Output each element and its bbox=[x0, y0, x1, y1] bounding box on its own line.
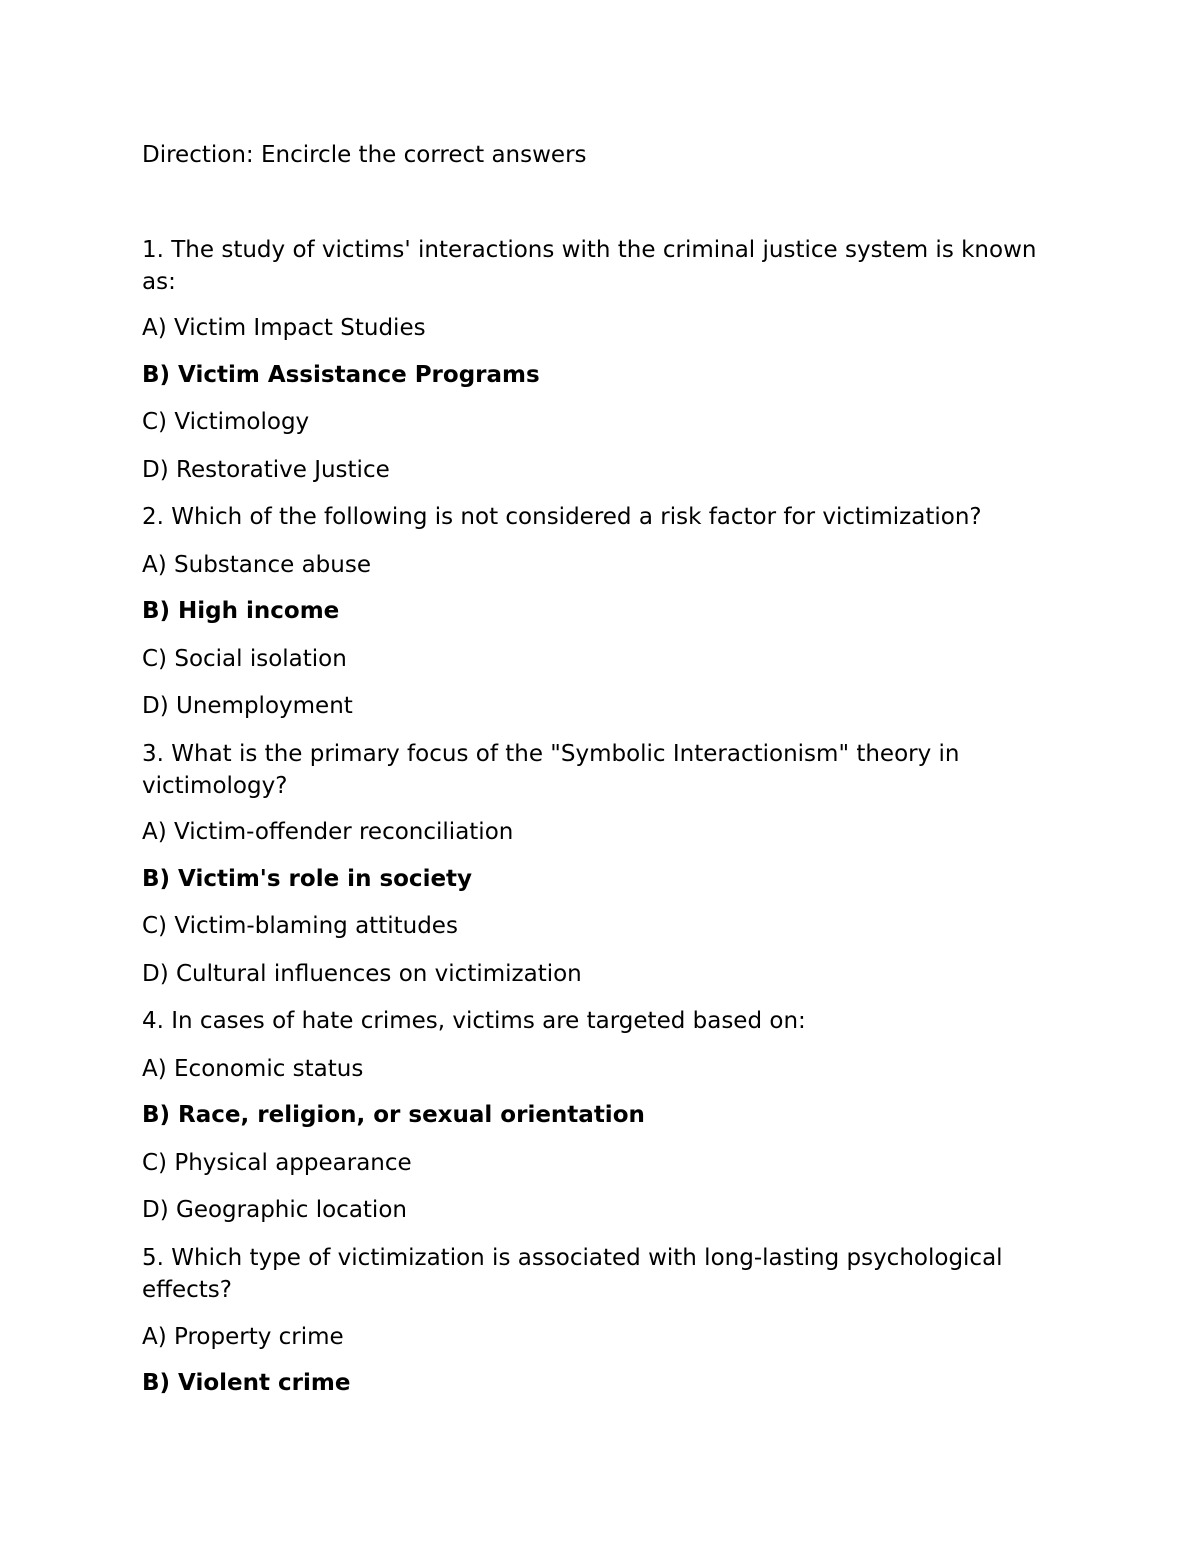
question-4-option-c: C) Physical appearance bbox=[142, 1150, 412, 1176]
question-1-option-d: D) Restorative Justice bbox=[142, 457, 390, 483]
question-3-option-c: C) Victim-blaming attitudes bbox=[142, 913, 458, 939]
question-1-text: 1. The study of victims' interactions with the criminal justice system is known as: bbox=[142, 237, 1037, 295]
question-3-option-b-answer: B) Victim's role in society bbox=[142, 866, 473, 892]
question-2-text: 2. Which of the following is not considered a risk factor for victimization? bbox=[142, 504, 982, 530]
question-4-option-d: D) Geographic location bbox=[142, 1197, 407, 1223]
question-3-option-d: D) Cultural influences on victimization bbox=[142, 961, 582, 987]
question-5-text: 5. Which type of victimization is associated with long-lasting psychological effects? bbox=[142, 1245, 1003, 1303]
question-3-text: 3. What is the primary focus of the "Symbolic Interactionism" theory in victimology? bbox=[142, 741, 960, 799]
question-2-option-c: C) Social isolation bbox=[142, 646, 347, 672]
question-2-option-d: D) Unemployment bbox=[142, 693, 353, 719]
question-5-option-b-answer: B) Violent crime bbox=[142, 1370, 351, 1396]
question-2-option-b-answer: B) High income bbox=[142, 598, 340, 624]
direction-text: Direction: Encircle the correct answers bbox=[142, 142, 587, 168]
question-1-option-a: A) Victim Impact Studies bbox=[142, 315, 426, 341]
question-4-option-b-answer: B) Race, religion, or sexual orientation bbox=[142, 1102, 645, 1128]
question-1-option-c: C) Victimology bbox=[142, 409, 310, 435]
question-3-option-a: A) Victim-offender reconciliation bbox=[142, 819, 514, 845]
question-4-option-a: A) Economic status bbox=[142, 1056, 364, 1082]
question-5-option-a: A) Property crime bbox=[142, 1324, 344, 1350]
question-2-option-a: A) Substance abuse bbox=[142, 552, 371, 578]
question-1-option-b-answer: B) Victim Assistance Programs bbox=[142, 362, 540, 388]
question-4-text: 4. In cases of hate crimes, victims are targeted based on: bbox=[142, 1008, 806, 1034]
